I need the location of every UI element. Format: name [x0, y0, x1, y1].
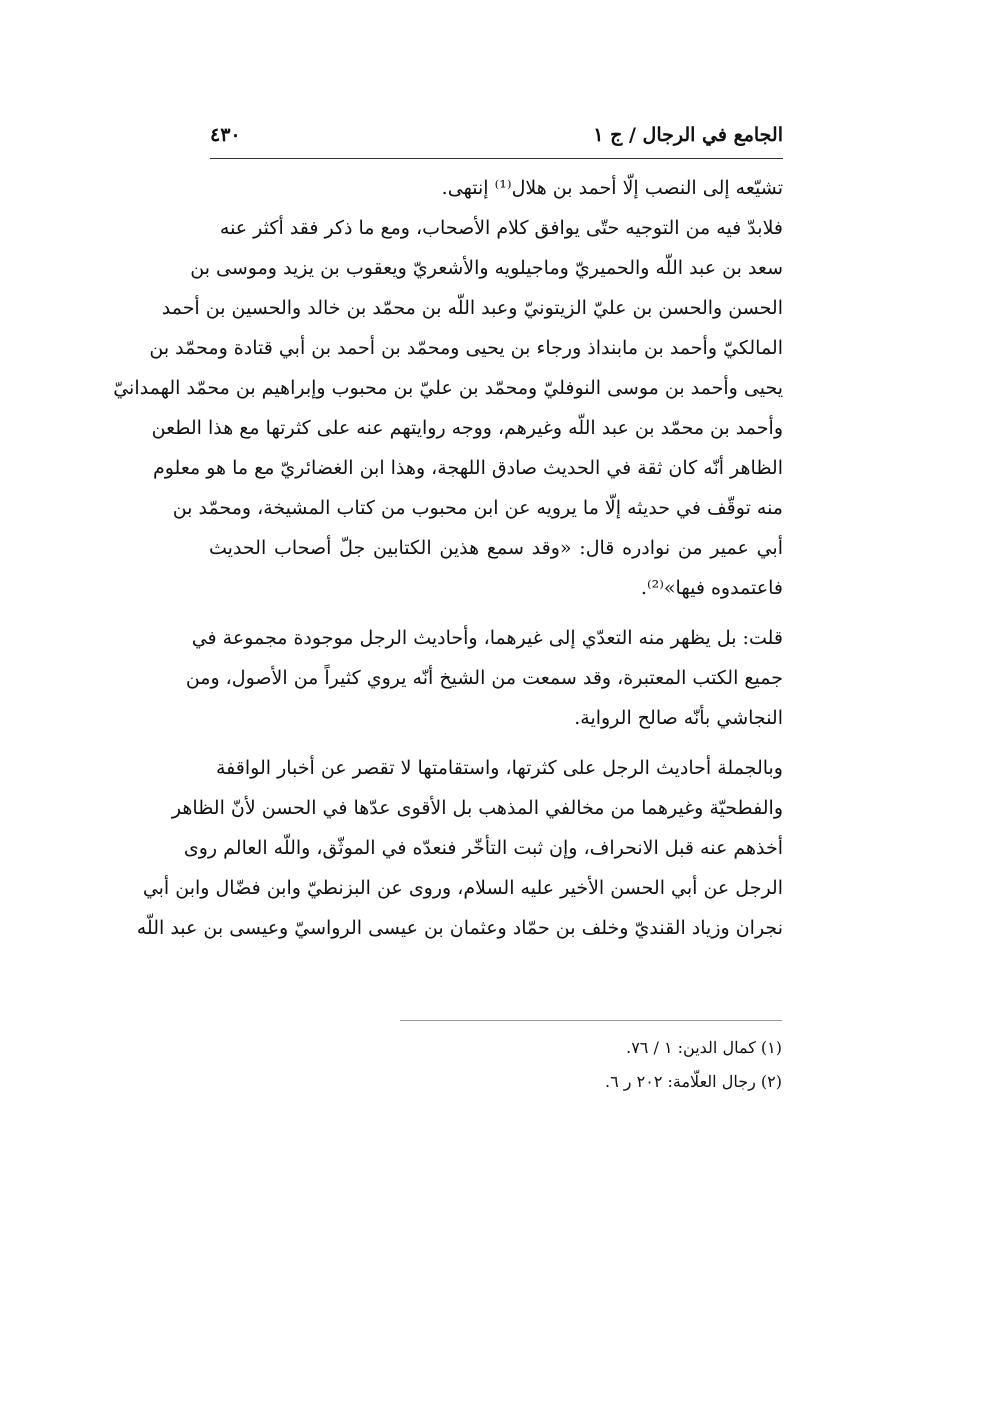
body-line: المالكيّ وأحمد بن مابنداذ ورجاء بن يحيى ومحمّد بن أحمد بن أبي قتادة ومحمّد بن: [149, 337, 783, 359]
body-line: النجاشي بأنّه صالح الرواية.: [574, 707, 783, 729]
body-line: نجران وزياد القنديّ وخلف بن حمّاد وعثمان بن عيسى الرواسيّ وعيسى بن عبد اللّه: [136, 917, 783, 939]
body-line: سعد بن عبد اللّه والحميريّ وماجيلويه والأشعريّ ويعقوب بن يزيد وموسى بن: [190, 257, 783, 279]
body-line: فاعتمدوه فيها»⁽²⁾.: [640, 577, 783, 599]
body-line: الرجل عن أبي الحسن الأخير عليه السلام، وروى عن البزنطيّ وابن فضّال وابن أبي: [142, 877, 783, 899]
body-line: وأحمد بن محمّد بن عبد اللّه وغيرهم، ووجه روايتهم عنه على كثرتها مع هذا الطعن: [151, 417, 783, 439]
book-title: الجامع في الرجال / ج ١: [593, 124, 783, 146]
footnote: (٢) رجال العلّامة: ٢٠٢ ر ٦.: [605, 1072, 782, 1091]
page-header: [210, 118, 783, 159]
body-line: وبالجملة أحاديث الرجل على كثرتها، واستقامتها لا تقصر عن أخبار الواقفة: [216, 757, 783, 779]
footnote: (١) كمال الدين: ١ / ٧٦.: [626, 1038, 782, 1057]
footnote-separator: [400, 1020, 782, 1021]
body-line: والفطحيّة وغيرهما من مخالفي المذهب بل الأقوى عدّها في الحسن لأنّ الظاهر: [171, 797, 783, 819]
body-line: جميع الكتب المعتبرة، وقد سمعت من الشيخ أنّه يروي كثيراً من الأصول، ومن: [185, 667, 783, 689]
body-line: الحسن والحسن بن عليّ الزيتونيّ وعبد اللّه بن محمّد بن خالد والحسين بن أحمد: [161, 297, 783, 319]
body-line: أبي عمير من نوادره قال: «وقد سمع هذين الكتابين جلّ أصحاب الحديث: [209, 537, 783, 559]
body-line: أخذهم عنه قبل الانحراف، وإن ثبت التأخّر فنعدّه في الموثّق، واللّه العالم روى: [183, 837, 783, 859]
body-line: الظاهر أنّه كان ثقة في الحديث صادق اللهجة، وهذا ابن الغضائريّ مع ما هو معلوم: [152, 457, 783, 479]
body-line: قلت: بل يظهر منه التعدّي إلى غيرهما، وأحاديث الرجل موجودة مجموعة في: [191, 627, 783, 649]
body-line: منه توقّف في حديثه إلّا ما يرويه عن ابن محبوب من كتاب المشيخة، ومحمّد بن: [172, 497, 783, 519]
page-number: ٤٣٠: [210, 124, 241, 146]
body-line: فلابدّ فيه من التوجيه حتّى يوافق كلام الأصحاب، ومع ما ذكر فقد أكثر عنه: [219, 217, 783, 239]
body-line: تشيّعه إلى النصب إلّا أحمد بن هلال⁽¹⁾ إنتهى.: [441, 177, 783, 199]
body-line: يحيى وأحمد بن موسى النوفليّ ومحمّد بن عليّ بن محبوب وإبراهيم بن محمّد الهمدانيّ: [113, 377, 783, 399]
